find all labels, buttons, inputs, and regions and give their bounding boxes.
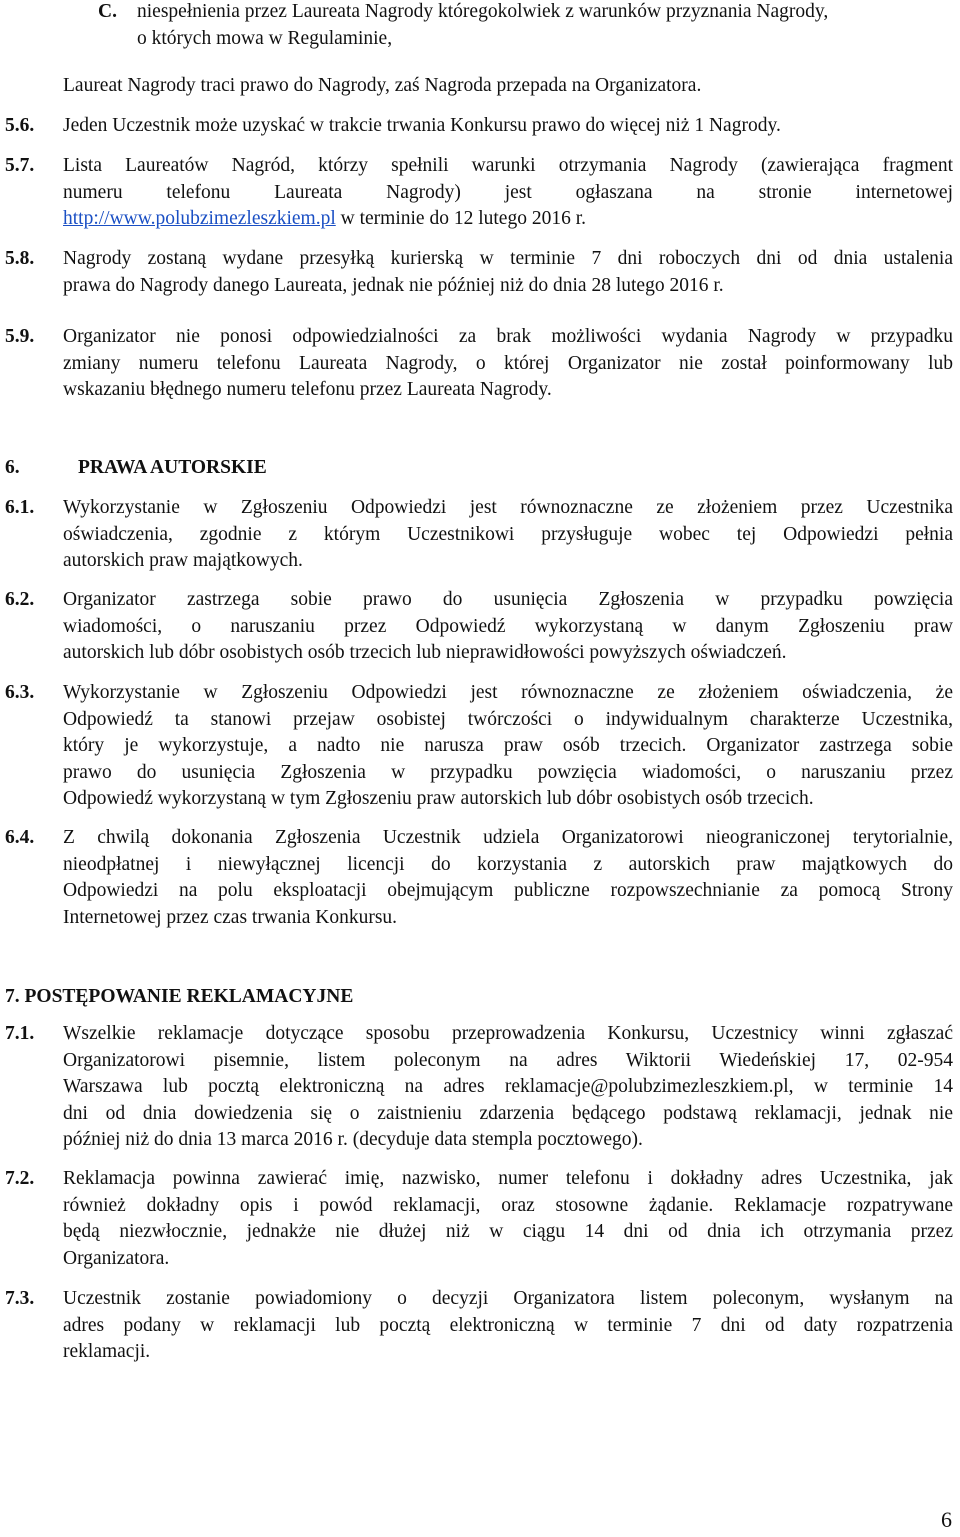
text-line: Z chwilą dokonania Zgłoszenia Uczestnik udziela Organizatorowi nieograniczonej terytorialnie, (63, 827, 953, 848)
text-line: Odpowiedź ta stanowi przejaw osobistej twórczości o indywidualnym charakterze Uczestnika, (63, 708, 953, 730)
text-line: wskazaniu błędnego numeru telefonu przez Laureata Nagrody. (63, 379, 552, 400)
item-number: 6.3. (5, 682, 35, 703)
section-6-heading (5, 455, 267, 481)
text-line: zmiany numeru telefonu Laureata Nagrody, o której Organizator nie został poinformowany lub (63, 352, 953, 374)
text-line: Internetowej przez czas trwania Konkursu. (63, 906, 398, 928)
item-text (63, 680, 953, 813)
section-number: 6. (5, 457, 20, 478)
item-text (63, 246, 953, 299)
lost-prize-paragraph (63, 73, 953, 100)
section-7-heading (5, 984, 353, 1010)
text-line: autorskich lub dóbr osobistych osób trzecich lub nieprawidłowości powyższych oświadczeń. (63, 642, 787, 663)
item-number: 5.9. (5, 326, 35, 347)
text-line: prawo do usunięcia Zgłoszenia w przypadku powzięcia wiadomości, o naruszaniu przez (63, 761, 953, 783)
text-line: Odpowiedź wykorzystaną w tym Zgłoszeniu praw autorskich lub dóbr osobistych osób trzecich. (63, 788, 814, 809)
section-title: PRAWA AUTORSKIE (78, 457, 267, 478)
text-line: wiadomości, o naruszaniu przez Odpowiedź wykorzystaną w danym Zgłoszeniu praw (63, 615, 953, 637)
text-line: który je wykorzystuje, a nadto nie narusza praw osób trzecich. Organizator zastrzega sobie (63, 735, 953, 756)
text-line: Uczestnik zostanie powiadomiony o decyzji Organizatora listem poleconym, wysłanym na (63, 1288, 953, 1309)
item-number: 5.6. (5, 115, 35, 136)
page-number: 6 (941, 1507, 952, 1532)
item-c-label: C. (98, 1, 117, 22)
text-line: Organizatorowi pisemnie, listem poleconym na adres Wiktorii Wiedeńskiej 17, 02-954 (63, 1049, 953, 1071)
text-line: Jeden Uczestnik może uzyskać w trakcie trwania Konkursu prawo do więcej niż 1 Nagrody. (63, 115, 781, 136)
item-number: 5.8. (5, 248, 35, 269)
item-text (63, 587, 953, 667)
item-number: 6.4. (5, 827, 35, 848)
text-line (63, 206, 953, 233)
item-c-text (137, 0, 957, 52)
text-line: o których mowa w Regulaminie, (137, 27, 393, 49)
text-line: Reklamacja powinna zawierać imię, nazwisko, numer telefonu i dokładny adres Uczestnika, jak (63, 1168, 953, 1189)
text-line: Nagrody zostaną wydane przesyłką kurierską w terminie 7 dni roboczych dni od dnia ustalenia (63, 248, 953, 269)
text-line: Wykorzystanie w Zgłoszeniu Odpowiedzi jest równoznaczne ze złożeniem przez Uczestnika (63, 497, 953, 518)
text-line: Odpowiedzi na polu eksploatacji obejmującym publiczne rozpowszechnianie za pomocą Strony (63, 880, 953, 901)
text-line: Organizator zastrzega sobie prawo do usunięcia Zgłoszenia w przypadku powzięcia (63, 589, 953, 610)
link-trailing-text: w terminie do 12 lutego 2016 r. (335, 208, 586, 229)
text-line: Wykorzystanie w Zgłoszeniu Odpowiedzi jest równoznaczne ze złożeniem oświadczenia, że (63, 682, 953, 703)
section-title: 7. POSTĘPOWANIE REKLAMACYJNE (5, 986, 354, 1007)
item-number: 6.2. (5, 589, 35, 610)
text-line: później niż do dnia 13 marca 2016 r. (decyduje data stempla pocztowego). (63, 1129, 643, 1150)
item-text (63, 324, 953, 404)
text-line: nieodpłatnej i niewyłącznej licencji do korzystania z autorskich praw majątkowych do (63, 853, 953, 875)
text-line: reklamacji. (63, 1341, 151, 1362)
text-line: adres podany w reklamacji lub pocztą elektroniczną w terminie 7 dni od daty rozpatrzenia (63, 1314, 953, 1336)
text-line: Wszelkie reklamacje dotyczące sposobu przeprowadzenia Konkursu, Uczestnicy winni zgłaszać (63, 1023, 953, 1044)
website-link[interactable]: http://www.polubzimezleszkiem.pl (63, 208, 336, 229)
text-line: autorskich praw majątkowych. (63, 550, 303, 571)
text-line: również dokładny opis i powód reklamacji, oraz stosowne żądanie. Reklamacje rozpatrywane (63, 1194, 953, 1216)
text-line: dni od dnia dowiedzenia się o zaistnieniu zdarzenia będącego podstawą reklamacji, jednak nie (63, 1102, 953, 1124)
item-text (63, 113, 953, 140)
item-text (63, 825, 953, 931)
text-line: oświadczenia, zgodnie z którym Uczestnikowi przysługuje wobec tej Odpowiedzi pełnia (63, 523, 953, 545)
item-number: 5.7. (5, 155, 35, 176)
text-line: Organizator nie ponosi odpowiedzialności za brak możliwości wydania Nagrody w przypadku (63, 326, 953, 347)
item-number: 7.3. (5, 1288, 35, 1309)
item-number: 7.1. (5, 1023, 35, 1044)
item-text (63, 1166, 953, 1272)
text-line: Organizatora. (63, 1247, 170, 1269)
text-line: będą niezwłocznie, jednakże nie dłużej niż w ciągu 14 dni od dnia ich otrzymania przez (63, 1221, 953, 1242)
item-text (63, 153, 953, 233)
item-number: 6.1. (5, 497, 35, 518)
item-text (63, 495, 953, 575)
item-text (63, 1021, 953, 1154)
item-text (63, 1286, 953, 1366)
text-line: prawa do Nagrody danego Laureata, jednak nie później niż do dnia 28 lutego 2016 r. (63, 274, 724, 296)
item-number: 7.2. (5, 1168, 35, 1189)
text-line: niespełnienia przez Laureata Nagrody któregokolwiek z warunków przyznania Nagrody, (137, 1, 829, 22)
text-line: Warszawa lub pocztą elektroniczną na adres reklamacje@polubzimezleszkiem.pl, w terminie 14 (63, 1076, 953, 1097)
text-line: numeru telefonu Laureata Nagrody) jest ogłaszana na stronie internetowej (63, 181, 953, 203)
text-line: Lista Laureatów Nagród, którzy spełnili warunki otrzymania Nagrody (zawierająca fragment (63, 155, 953, 176)
text-line: Laureat Nagrody traci prawo do Nagrody, zaś Nagroda przepada na Organizatora. (63, 75, 702, 96)
